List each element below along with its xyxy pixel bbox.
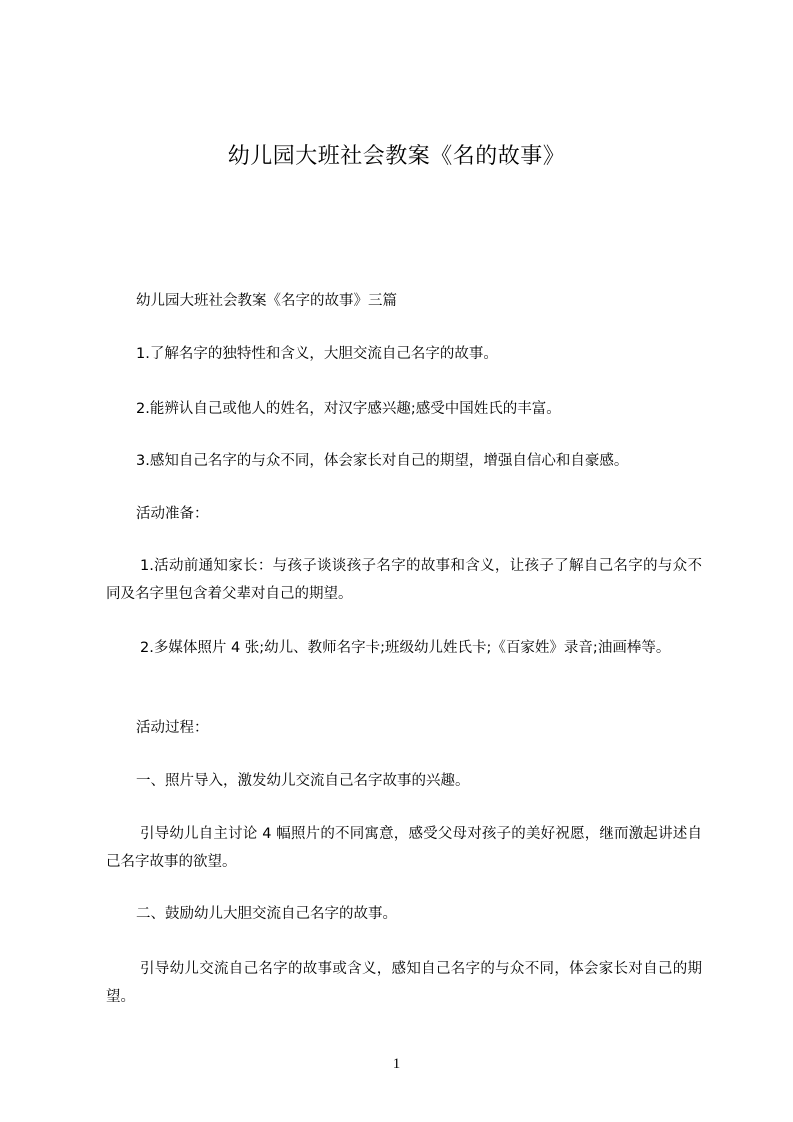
paragraph-preparation-1: 1.活动前通知家长：与孩子谈谈孩子名字的故事和含义，让孩子了解自己名字的与众不同及名字里包含着父辈对自己的期望。 (106, 558, 702, 602)
paragraph-process-heading: 活动过程： (136, 720, 209, 736)
paragraph-subtitle: 幼儿园大班社会教案《名字的故事》三篇 (136, 293, 397, 309)
page-number: 1 (392, 1056, 401, 1072)
paragraph-step-1-heading: 一、照片导入，激发幼儿交流自己名字故事的兴趣。 (136, 773, 470, 789)
paragraph-goal-1: 1.了解名字的独特性和含义，大胆交流自己名字的故事。 (136, 346, 498, 362)
paragraph-preparation-heading: 活动准备： (136, 506, 209, 522)
paragraph-step-2-heading: 二、鼓励幼儿大胆交流自己名字的故事。 (136, 906, 397, 922)
paragraph-step-2-body: 引导幼儿交流自己名字的故事或含义，感知自己名字的与众不同，体会家长对自己的期望。 (106, 961, 702, 1005)
document-title: 幼儿园大班社会教案《名的故事》 (227, 144, 566, 169)
paragraph-goal-3: 3.感知自己名字的与众不同，体会家长对自己的期望，增强自信心和自豪感。 (136, 453, 629, 469)
paragraph-preparation-2: 2.多媒体照片 4 张;幼儿、教师名字卡;班级幼儿姓氏卡;《百家姓》录音;油画棒等。 (140, 640, 671, 656)
paragraph-goal-2: 2.能辨认自己或他人的姓名，对汉字感兴趣;感受中国姓氏的丰富。 (136, 401, 561, 417)
paragraph-step-1-body: 引导幼儿自主讨论 4 幅照片的不同寓意，感受父母对孩子的美好祝愿，继而激起讲述自己名字故事的欲望。 (106, 826, 702, 870)
